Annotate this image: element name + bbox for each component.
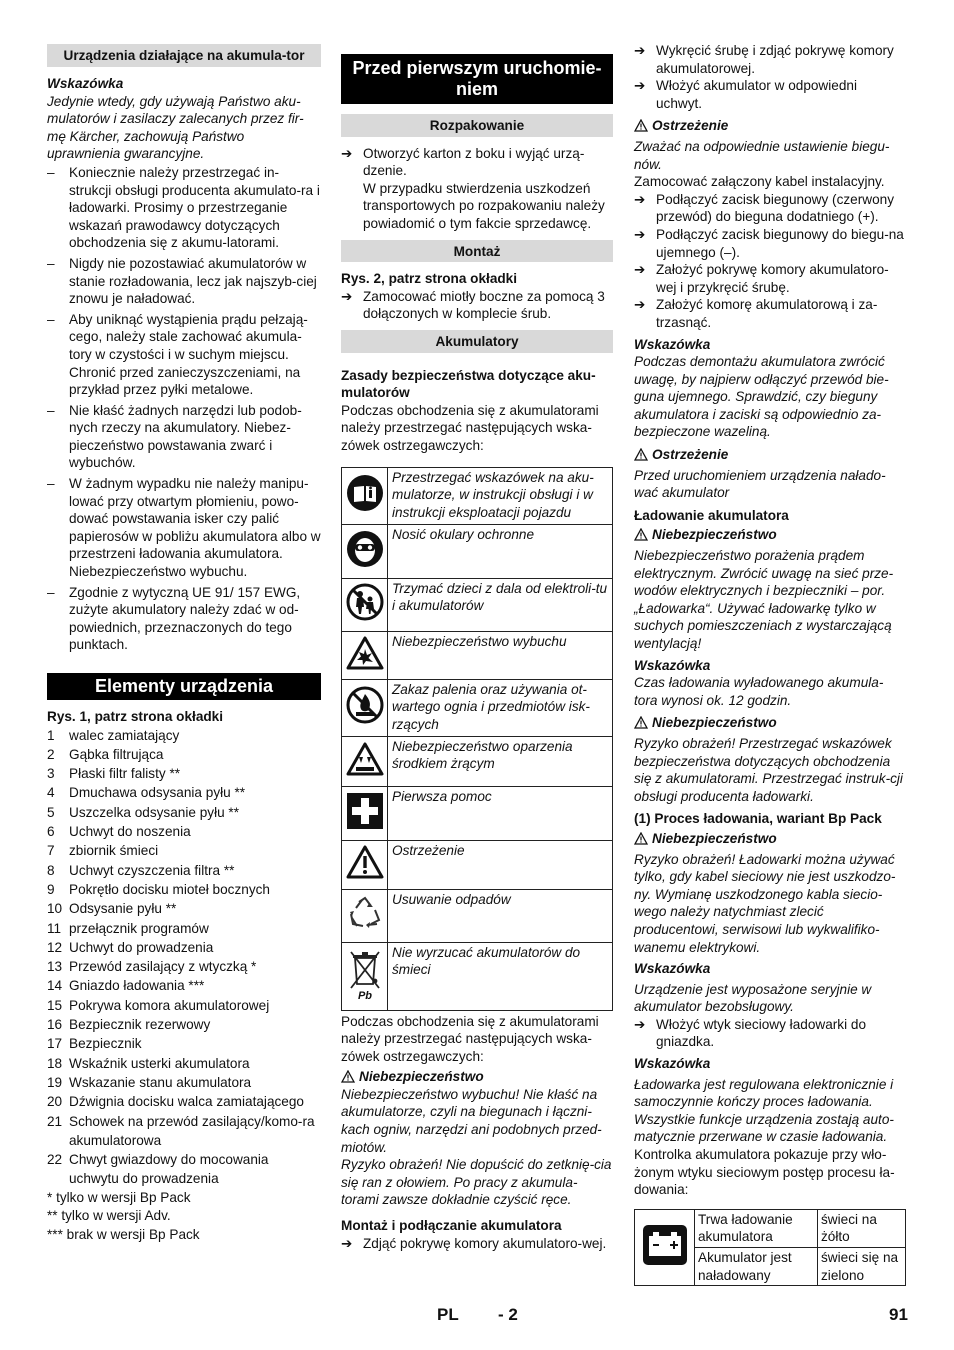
charging-process-title: (1) Proces ładowania, wariant Bp Pack: [634, 811, 882, 827]
install-step: ➔ Zdjąć pokrywę komory akumulatoro-wej.: [341, 1235, 607, 1251]
battery-devices-header: Urządzenia działające na akumula-tor: [47, 44, 321, 67]
element-label: Dźwignia docisku walca zamiatającego: [69, 1094, 304, 1110]
dash-item: – Koniecznie należy przestrzegać in-strukcji obsługi producenta akumulato-ra i ładowarki. Prosimy o przestrzeganie wskazań prawodawcy dotyczących obchodzenia się z akumu-latorami.: [47, 164, 321, 252]
safety-symbols-table: [341, 467, 613, 1011]
symbol-row: [342, 631, 613, 679]
element-number: 5: [47, 804, 55, 820]
arrow-icon: ➔: [634, 226, 646, 242]
element-number: 12: [47, 939, 63, 955]
right-column: [634, 42, 906, 1286]
explosion-icon: [342, 631, 388, 679]
symbol-text: Pierwsza pomoc: [388, 786, 613, 840]
element-item: [47, 957, 321, 976]
charge-status-row: [635, 1209, 906, 1247]
arrow-icon: ➔: [634, 78, 646, 94]
element-label: Pokrywa komora akumulatorowej: [69, 997, 270, 1013]
charge-before-use-warning: Przed uruchomieniem urządzenia nałado-wać akumulator: [634, 467, 886, 501]
element-number: 18: [47, 1055, 63, 1071]
element-number: 8: [47, 862, 55, 878]
battery-safety-title: Zasady bezpieczeństwa dotyczące aku-mulatorów: [341, 367, 596, 401]
element-number: 14: [47, 978, 63, 994]
element-label: Bezpiecznik: [69, 1036, 142, 1052]
symbol-row: [342, 524, 613, 578]
element-item: [47, 919, 321, 938]
arrow-icon: ➔: [634, 191, 646, 207]
symbol-text: Niebezpieczeństwo wybuchu: [388, 631, 613, 679]
step: ➔ Podłączyć zacisk biegunowy do biegu-na ujemnego (–).: [634, 226, 904, 260]
symbol-text: Przestrzegać wskazówek na aku-mulatorze, w instrukcji obsługi i w instrukcji eksploatacji pojazdu: [388, 467, 613, 524]
electric-shock-danger: Niebezpieczeństwo porażenia prądem elektrycznym. Zwrócić uwagę na sieć prze-wodów elektrycznych i bezpieczniki – por. „Ładowarka“. Używać ładowarkę tylko w suchych pomieszczeniach z wystarczającą wentylacją!: [634, 548, 894, 651]
footnotes: [47, 1189, 321, 1245]
warning-triangle-icon: [634, 832, 648, 845]
note-label: Wskazówka: [634, 336, 711, 352]
battery-safety-intro: Podczas obchodzenia się z akumulatorami należy przestrzegać następujących wska-zówek ostrzegawczych:: [341, 402, 599, 453]
dash-item: – Zgodnie z wytyczną UE 91/ 157 EWG, zużyte akumulatory należy zdać w od-powiednich, przeznaczonych do tego punktach.: [47, 584, 321, 654]
element-number: 15: [47, 997, 63, 1013]
element-label: Pokrętło docisku mioteł bocznych: [69, 881, 270, 897]
indicator-text: Kontrolka akumulatora pokazuje przy wło-żonym wtyku sieciowym postęp procesu ła-dowania:: [634, 1147, 895, 1198]
arrow-icon: ➔: [341, 1235, 353, 1251]
arrow-icon: ➔: [634, 262, 646, 278]
element-item: [47, 880, 321, 899]
element-label: Uchwyt czyszczenia filtra **: [69, 862, 235, 878]
arrow-icon: ➔: [341, 288, 353, 304]
element-item: [47, 1092, 321, 1111]
before-first-start-title: Przed pierwszym uruchomie-niem: [341, 54, 613, 104]
element-number: 22: [47, 1152, 63, 1168]
recycle-icon: [342, 889, 388, 942]
symbol-row: [342, 840, 613, 889]
elements-list: [47, 726, 321, 1189]
symbol-text: Nie wyrzucać akumulatorów do śmieci: [388, 942, 613, 1010]
charge-light: świeci na żółto: [818, 1209, 906, 1247]
element-label: Uszczelka odsysanie pyłu **: [69, 804, 240, 820]
element-label: walec zamiatający: [69, 727, 180, 743]
battery-warning-intro: Podczas obchodzenia się z akumulatorami należy przestrzegać następujących wska-zówek ostrzegawczych:: [341, 1013, 599, 1064]
symbol-row: [342, 578, 613, 631]
mounting-header: Montaż: [341, 240, 613, 263]
element-label: Gniazdo ładowania ***: [69, 978, 205, 994]
element-item: [47, 996, 321, 1015]
element-number: 3: [47, 766, 55, 782]
warning-heading: Ostrzeżenie: [634, 446, 906, 464]
element-number: 17: [47, 1036, 63, 1052]
symbol-text: Trzymać dzieci z dala od elektroli-tu i akumulatorów: [388, 578, 613, 631]
element-item: [47, 976, 321, 995]
element-number: 16: [47, 1017, 63, 1033]
warning-heading: Ostrzeżenie: [634, 117, 906, 135]
install-battery-title: Montaż i podłączanie akumulatora: [341, 1218, 562, 1234]
element-number: 21: [47, 1113, 63, 1129]
elements-figure-ref: Rys. 1, patrz strona okładki: [47, 709, 224, 724]
arrow-icon: ➔: [634, 1016, 646, 1032]
element-item: [47, 1150, 321, 1189]
warning-triangle-icon: [634, 448, 648, 461]
elements-section-title: Elementy urządzenia: [47, 673, 321, 700]
symbol-row: [342, 679, 613, 736]
element-item: [47, 899, 321, 918]
element-label: Odsysanie pyłu **: [69, 901, 177, 917]
element-item: [47, 1112, 321, 1151]
cable-text: Zamocować załączony kabel instalacyjny.: [634, 174, 885, 190]
element-label: Wskaźnik usterki akumulatora: [69, 1055, 250, 1071]
element-label: Dmuchawa odsysania pyłu **: [69, 785, 246, 801]
battery-safety-dash-list: [47, 164, 321, 654]
dash-item: – Aby uniknąć wystąpienia prądu pełzają-cego, należy stale zachować akumula-tory w czystości i w suchym miejscu. Chronić przed zanieczyszczeniami, na przykład przez pyłki metalowe.: [47, 311, 321, 399]
step: ➔ Podłączyć zacisk biegunowy (czerwony przewód) do bieguna dodatniego (+).: [634, 191, 894, 225]
warning-icon: [342, 840, 388, 889]
element-item: [47, 1015, 321, 1034]
warning-triangle-icon: [634, 716, 648, 729]
charge-light: świeci się na zielono: [818, 1248, 906, 1286]
polarity-warning: Zważać na odpowiednie ustawienie biegu-nów.: [634, 138, 890, 172]
warning-triangle-icon: [634, 528, 648, 541]
warning-triangle-icon: [341, 1070, 355, 1083]
element-label: Gąbka filtrująca: [69, 746, 164, 762]
element-number: 7: [47, 843, 55, 859]
language-code: PL: [437, 1305, 459, 1324]
element-number: 20: [47, 1094, 63, 1110]
danger-heading: Niebezpieczeństwo: [634, 526, 906, 544]
symbol-text: Zakaz palenia oraz używania ot-wartego ognia i przedmiotów isk-rzących: [388, 679, 613, 736]
note-label: Wskazówka: [47, 76, 124, 91]
element-item: [47, 938, 321, 957]
danger-heading: Niebezpieczeństwo: [341, 1068, 613, 1086]
symbol-row: [342, 889, 613, 942]
element-number: 1: [47, 727, 55, 743]
element-label: Chwyt gwiazdowy do mocowania uchwytu do prowadzenia: [69, 1152, 269, 1187]
arrow-icon: ➔: [341, 145, 353, 161]
charge-state: Akumulator jest naładowany: [695, 1248, 818, 1286]
mount-step: ➔ Zamocować miotły boczne za pomocą 3 dołączonych w komplecie śrub.: [341, 288, 605, 322]
goggles-icon: [342, 524, 388, 578]
symbol-text: Niebezpieczeństwo oparzenia środkiem żrącym: [388, 736, 613, 786]
unpacking-header: Rozpakowanie: [341, 114, 613, 137]
element-number: 19: [47, 1074, 63, 1090]
element-item: [47, 1073, 321, 1092]
charge-time-note: Czas ładowania wyładowanego akumula-tora wynosi ok. 12 godzin.: [634, 675, 884, 708]
element-label: zbiornik śmieci: [69, 843, 159, 859]
warning-triangle-icon: [634, 119, 648, 132]
local-page-number: - 2: [498, 1305, 518, 1324]
arrow-icon: ➔: [634, 297, 646, 313]
pb-label: Pb: [357, 989, 372, 1002]
element-number: 6: [47, 824, 55, 840]
danger-lead-text: Ryzyko obrażeń! Nie dopuścić do zetknię-cia się ran z ołowiem. Po pracy z akumula-torami zawsze dokładnie czyścić ręce.: [341, 1157, 612, 1208]
warranty-note: Jedynie wtedy, gdy używają Państwo aku-mulatorów i zasilaczy zalecanych przez fir-mę Kärcher, zachowują Państwo uprawnienia gwarancyjne.: [47, 93, 304, 162]
danger-heading: Niebezpieczeństwo: [634, 830, 906, 848]
note-label: Wskazówka: [634, 1056, 711, 1072]
element-item: [47, 745, 321, 764]
element-item: [47, 764, 321, 783]
element-item: [47, 822, 321, 841]
element-number: 2: [47, 746, 55, 762]
plug-step: ➔ Włożyć wtyk sieciowy ładowarki do gniazdka.: [634, 1016, 867, 1050]
footnote: *** brak w wersji Bp Pack: [47, 1226, 200, 1242]
element-number: 11: [47, 920, 62, 936]
symbol-row: [342, 467, 613, 524]
element-number: 4: [47, 785, 55, 801]
dash-item: – Nie kłaść żadnych narzędzi lub podob-nych rzeczy na akumulatory. Niebez-pieczeństwo powstawania zwarć i wybuchów.: [47, 402, 321, 472]
step: ➔ Włożyć akumulator w odpowiedni uchwyt.: [634, 78, 857, 111]
element-label: Wskazanie stanu akumulatora: [69, 1074, 252, 1090]
element-item: [47, 841, 321, 860]
charger-note: Ładowarka jest regulowana elektronicznie i samoczynnie kończy proces ładowania. Wszystkie funkcje urządzenia zostają auto-matycznie przerwane w czasie ładowania.: [634, 1076, 894, 1145]
step: ➔ Założyć pokrywę komory akumulatoro-wej i przykręcić śrubę.: [634, 262, 889, 295]
charging-title: Ładowanie akumulatora: [634, 507, 789, 523]
dash-item: – W żadnym wypadku nie należy manipu-lować przy otwartym płomieniu, powo-dować powstawania isker czy palić papierosów w pobliżu akumulatora albo w przestrzeni ładowania akumulatora. Niebezpieczeństwo wybuchu.: [47, 475, 321, 581]
dash-item: – Nigdy nie pozostawiać akumulatorów w stanie rozładowania, lecz jak najszyb-ciej znowu je naładować.: [47, 255, 321, 308]
left-column: [47, 40, 321, 1244]
element-label: Bezpiecznik rezerwowy: [69, 1017, 211, 1033]
element-item: [47, 803, 321, 822]
symbol-text: Ostrzeżenie: [388, 840, 613, 889]
step: ➔ Założyć komorę akumulatorową i za-trzasnąć.: [634, 297, 878, 330]
element-item: [47, 783, 321, 802]
element-number: 10: [47, 901, 63, 917]
footnote: * tylko w wersji Bp Pack: [47, 1189, 191, 1205]
danger-explosion-text: Niebezpieczeństwo wybuchu! Nie kłaść na akumulatorze, czyli na biegunach i łączni-kach ogniw, narzędzi ani podobnych przed-miotów.: [341, 1086, 602, 1155]
symbol-row: [342, 786, 613, 840]
mounting-figure-ref: Rys. 2, patrz strona okładki: [341, 271, 518, 287]
arrow-icon: ➔: [634, 43, 646, 58]
batteries-header: Akumulatory: [341, 330, 613, 353]
battery-icon: [635, 1209, 695, 1285]
charge-status-table: [634, 1209, 906, 1286]
footnote: ** tylko w wersji Adv.: [47, 1208, 171, 1224]
symbol-row: [342, 736, 613, 786]
cable-damage-danger: Ryzyko obrażeń! Ładowarki można używać tylko, gdy kabel sieciowy nie jest uszkodzo-ny. Wymianę uszkodzonego kabla siecio-wego należy natychmiast zlecić producentowi, serwisowi lub wykwalifiko-wanemu elektrykowi.: [634, 851, 896, 955]
unpack-step: ➔ Otworzyć karton z boku i wyjąć urzą-dzenie.: [341, 145, 585, 179]
crossed-bin-icon: [342, 942, 388, 1010]
corrosive-icon: [342, 736, 388, 786]
no-fire-icon: [342, 679, 388, 736]
element-label: przełącznik programów: [69, 920, 209, 936]
step: ➔ Wykręcić śrubę i zdjąć pokrywę komory akumulatorowej.: [634, 43, 894, 76]
element-item: [47, 1034, 321, 1053]
unpack-note: W przypadku stwierdzenia uszkodzeń transportowych po rozpakowaniu należy powiadomić o tym fakcie sprzedawcę.: [363, 180, 605, 231]
element-item: [47, 861, 321, 880]
symbol-row: [342, 942, 613, 1010]
element-label: Płaski filtr falisty **: [69, 766, 181, 782]
injury-danger-text: Ryzyko obrażeń! Przestrzegać wskazówek bezpieczeństwa dotyczących obchodzenia się z akumulatorami. Przestrzegać instruk-cji obsługi producenta ładowarki.: [634, 735, 903, 804]
element-label: Uchwyt do prowadzenia: [69, 939, 214, 955]
element-label: Uchwyt do noszenia: [69, 824, 191, 840]
symbol-text: Usuwanie odpadów: [388, 889, 613, 942]
first-aid-icon: [342, 786, 388, 840]
note-label: Wskazówka: [634, 657, 711, 673]
dismantling-note: Podczas demontażu akumulatora zwrócić uwagę, by najpierw odłączyć przewód bie-guna ujemnego. Sprawdzić, czy bieguny akumulatora i zaciski są odpowiednio za-bezpieczone wazeliną.: [634, 354, 889, 440]
danger-heading: Niebezpieczeństwo: [634, 714, 906, 732]
element-label: Schowek na przewód zasilający/komo-ra akumulatorowa: [69, 1113, 315, 1148]
page-number: 91: [889, 1305, 908, 1324]
children-icon: [342, 578, 388, 631]
maintenance-free-note: Urządzenie jest wyposażone seryjnie w akumulator bezobsługowy.: [634, 981, 872, 1015]
symbol-text: Nosić okulary ochronne: [388, 524, 613, 578]
note-label: Wskazówka: [634, 961, 711, 977]
element-item: [47, 1054, 321, 1073]
element-number: 13: [47, 959, 63, 975]
middle-column: [341, 40, 613, 1252]
element-item: [47, 726, 321, 745]
charge-state: Trwa ładowanie akumulatora: [695, 1209, 818, 1247]
element-label: Przewód zasilający z wtyczką *: [69, 959, 257, 975]
manual-icon: [342, 467, 388, 524]
element-number: 9: [47, 881, 55, 897]
